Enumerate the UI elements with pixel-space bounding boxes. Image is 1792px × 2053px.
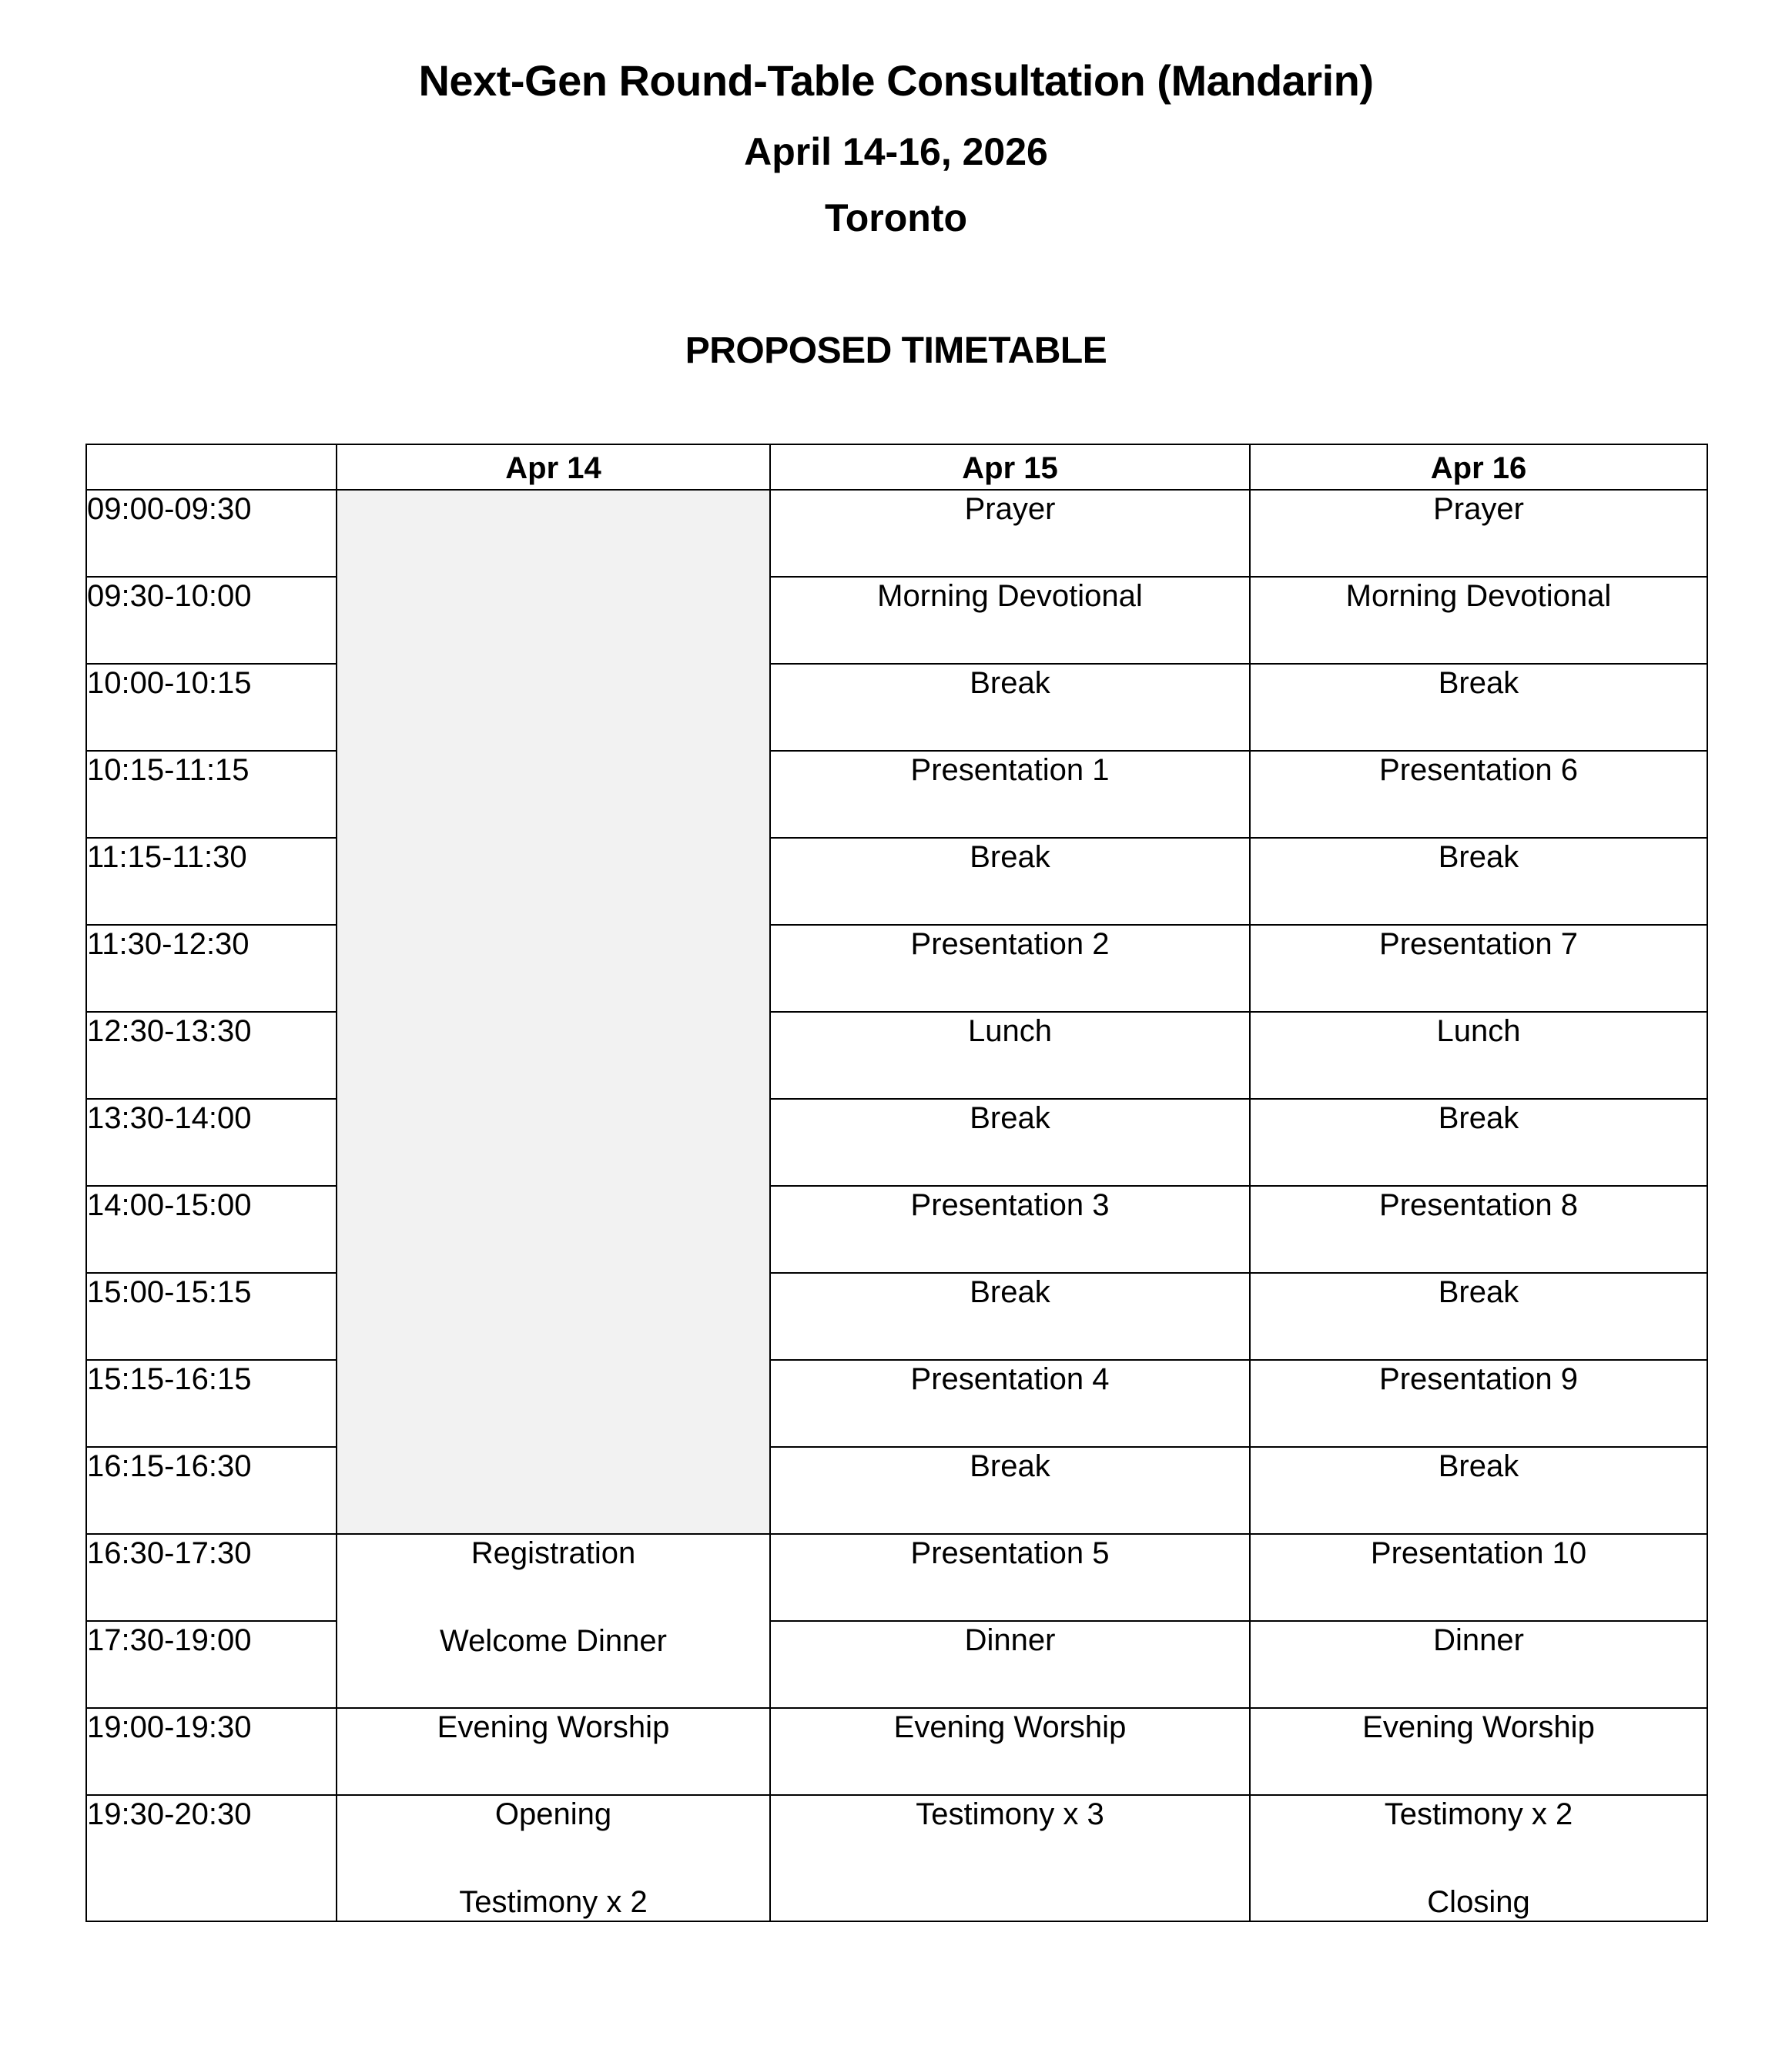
apr15-event-cell: Lunch	[770, 1012, 1250, 1099]
apr14-registration-cell	[337, 1534, 770, 1708]
apr16-event-cell: Break	[1250, 838, 1707, 925]
time-slot: 15:15-16:15	[86, 1360, 337, 1447]
time-slot: 19:30-20:30	[86, 1795, 337, 1921]
event-line: Testimony x 2	[459, 1885, 648, 1919]
apr15-event-cell: Testimony x 3	[770, 1795, 1250, 1921]
apr15-event-cell: Break	[770, 664, 1250, 751]
apr15-event-cell: Evening Worship	[770, 1708, 1250, 1795]
apr16-event-cell: Presentation 9	[1250, 1360, 1707, 1447]
table-row	[86, 490, 1707, 577]
table-row	[86, 925, 1707, 1012]
time-slot: 10:15-11:15	[86, 751, 337, 838]
table-row	[86, 1273, 1707, 1360]
table-row	[86, 751, 1707, 838]
apr16-event-cell: Break	[1250, 1273, 1707, 1360]
time-slot: 10:00-10:15	[86, 664, 337, 751]
table-row	[86, 1012, 1707, 1099]
apr14-event-cell	[337, 1795, 770, 1921]
column-header-time	[86, 444, 337, 490]
apr15-event-cell: Presentation 5	[770, 1534, 1250, 1621]
apr16-event-cell	[1250, 1795, 1707, 1921]
table-header-row	[86, 444, 1707, 490]
apr16-event-cell: Presentation 7	[1250, 925, 1707, 1012]
time-slot: 12:30-13:30	[86, 1012, 337, 1099]
apr15-event-cell: Presentation 4	[770, 1360, 1250, 1447]
apr15-event-cell: Break	[770, 1099, 1250, 1186]
time-slot: 15:00-15:15	[86, 1273, 337, 1360]
time-slot: 16:30-17:30	[86, 1534, 337, 1621]
apr15-event-cell: Break	[770, 1447, 1250, 1534]
apr16-event-cell: Evening Worship	[1250, 1708, 1707, 1795]
apr14-event-cell: Evening Worship	[337, 1708, 770, 1795]
table-row	[86, 1534, 1707, 1621]
apr15-event-cell: Presentation 1	[770, 751, 1250, 838]
event-dates: April 14-16, 2026	[744, 130, 1048, 173]
apr16-event-cell: Prayer	[1250, 490, 1707, 577]
table-row	[86, 1186, 1707, 1273]
table-row	[86, 838, 1707, 925]
time-slot: 09:00-09:30	[86, 490, 337, 577]
apr15-event-cell: Presentation 2	[770, 925, 1250, 1012]
event-line: Closing	[1427, 1885, 1530, 1919]
time-slot: 09:30-10:00	[86, 577, 337, 664]
timetable-body	[86, 490, 1707, 1921]
apr15-event-cell: Presentation 3	[770, 1186, 1250, 1273]
section-title: PROPOSED TIMETABLE	[685, 330, 1107, 371]
apr14-blocked-cell	[337, 490, 770, 1534]
time-slot: 16:15-16:30	[86, 1447, 337, 1534]
apr16-event-cell: Dinner	[1250, 1621, 1707, 1708]
apr16-event-cell: Lunch	[1250, 1012, 1707, 1099]
apr15-event-cell: Break	[770, 838, 1250, 925]
column-header-apr14: Apr 14	[337, 444, 770, 490]
document-title: Next-Gen Round-Table Consultation (Mandarin)	[418, 56, 1374, 105]
table-row	[86, 1621, 1707, 1708]
apr16-event-cell: Break	[1250, 1099, 1707, 1186]
apr16-event-cell: Morning Devotional	[1250, 577, 1707, 664]
apr16-event-cell: Presentation 6	[1250, 751, 1707, 838]
apr15-event-cell: Morning Devotional	[770, 577, 1250, 664]
time-slot: 13:30-14:00	[86, 1099, 337, 1186]
apr16-event-cell: Presentation 8	[1250, 1186, 1707, 1273]
table-row	[86, 664, 1707, 751]
event-line: Testimony x 2	[1384, 1797, 1573, 1831]
table-row	[86, 1795, 1707, 1921]
event-line: Registration	[471, 1536, 636, 1570]
event-line: Welcome Dinner	[440, 1624, 667, 1658]
time-slot: 14:00-15:00	[86, 1186, 337, 1273]
table-row	[86, 1099, 1707, 1186]
apr16-event-cell: Break	[1250, 1447, 1707, 1534]
apr15-event-cell: Prayer	[770, 490, 1250, 577]
column-header-apr16: Apr 16	[1250, 444, 1707, 490]
apr15-event-cell: Dinner	[770, 1621, 1250, 1708]
apr16-event-cell: Presentation 10	[1250, 1534, 1707, 1621]
table-row	[86, 577, 1707, 664]
event-location: Toronto	[824, 196, 968, 239]
time-slot: 11:30-12:30	[86, 925, 337, 1012]
time-slot: 11:15-11:30	[86, 838, 337, 925]
table-row	[86, 1708, 1707, 1795]
table-row	[86, 1447, 1707, 1534]
apr15-event-cell: Break	[770, 1273, 1250, 1360]
apr16-event-cell: Break	[1250, 664, 1707, 751]
table-row	[86, 1360, 1707, 1447]
event-line: Opening	[494, 1797, 612, 1831]
time-slot: 17:30-19:00	[86, 1621, 337, 1708]
time-slot: 19:00-19:30	[86, 1708, 337, 1795]
column-header-apr15: Apr 15	[770, 444, 1250, 490]
timetable	[85, 444, 1708, 1922]
